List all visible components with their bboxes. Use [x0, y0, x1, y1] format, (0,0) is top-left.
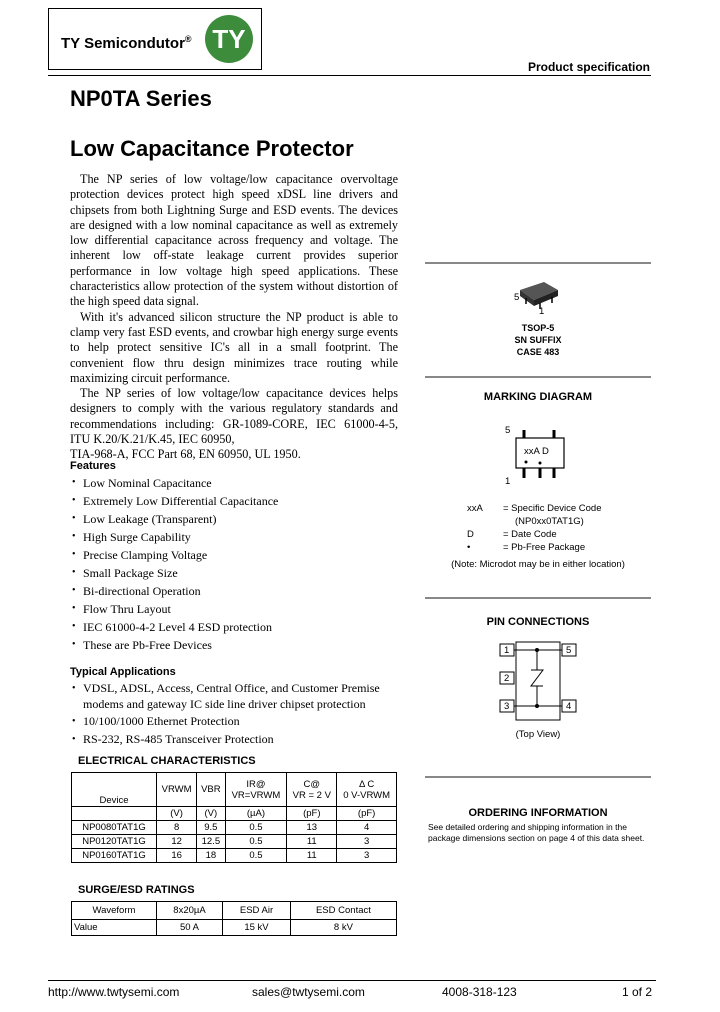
col-ir: IR@ VR=VRWM [225, 773, 287, 807]
col-device: Device [72, 773, 157, 807]
unit-vbr: (V) [197, 807, 225, 821]
list-item: • Low Nominal Capacitance [72, 474, 402, 492]
package-info: TSOP-5 SN SUFFIX CASE 483 [514, 323, 562, 357]
doc-type: Product specification [527, 60, 650, 74]
electrical-heading: ELECTRICAL CHARACTERISTICS [78, 755, 256, 767]
list-item: • RS-232, RS-485 Transceiver Protection [72, 732, 402, 748]
list-item: • Low Leakage (Transparent) [72, 510, 402, 528]
pin-3: 3 [504, 701, 510, 712]
unit-ir: (µA) [225, 807, 287, 821]
ordering-heading: ORDERING INFORMATION [468, 807, 608, 819]
marking-pin5: 5 [505, 425, 511, 436]
intro-para-4: TIA-968-A, FCC Part 68, EN 60950, UL 1950. [70, 447, 301, 462]
company-logo: TY [205, 15, 253, 63]
unit-c: (pF) [287, 807, 337, 821]
list-item: • Small Package Size [72, 564, 402, 582]
footer-divider [48, 980, 656, 981]
list-item: • Bi-directional Operation [72, 582, 402, 600]
electrical-table [71, 772, 397, 863]
package-pin5: 5 [514, 292, 520, 303]
package-pin1: 1 [539, 306, 545, 317]
footer-page: 1 of 2 [622, 985, 653, 999]
divider [425, 262, 651, 264]
list-item: • Extremely Low Differential Capacitance [72, 492, 402, 510]
col-c: C@ VR = 2 V [287, 773, 337, 807]
list-item: • 10/100/1000 Ethernet Protection [72, 714, 402, 730]
footer-url[interactable]: http://www.twtysemi.com [48, 985, 180, 999]
pin-2: 2 [504, 673, 510, 684]
intro-para-2: With it's advanced silicon structure the NP product is able to clamp very fast ESD events, and crowbar high energy surge events to help protect sensitive IC's all in a small footprint. The convenient flow thru design minimizes trace routing while maximizing circuit performance. [70, 309, 398, 385]
header-divider [48, 75, 651, 76]
marking-pin1: 1 [505, 476, 511, 487]
surge-table: Waveform 8x20µA ESD Air ESD Contact Value 50 A 15 kV 8 kV [71, 901, 397, 936]
list-item: • High Surge Capability [72, 528, 402, 546]
divider [425, 376, 651, 378]
company-logo-box [48, 8, 262, 70]
col-vrwm: VRWM [157, 773, 197, 807]
intro-para-3: The NP series of low voltage/low capacitance devices helps designers to comply with the various regulatory standards and recommendations including: GR-1089-CORE, IEC 61000-4-5, ITU K.20/K.21/K.45, IEC 60950, [70, 386, 398, 447]
divider [425, 776, 651, 778]
doc-title: Low Capacitance Protector [70, 136, 354, 161]
marking-legend: xxA = Specific Device Code (NP0xx0TAT1G) D = Date Code • = Pb-Free Package [467, 503, 602, 553]
pin-1: 1 [504, 645, 510, 656]
unit-dc: (pF) [337, 807, 397, 821]
list-item: • Precise Clamping Voltage [72, 546, 402, 564]
list-item: • VDSL, ADSL, Access, Central Office, and Customer Premise modems and gateway IC side line driver chipset protection [72, 681, 402, 712]
col-dc: Δ C 0 V-VRWM [337, 773, 397, 807]
table-row: NP0120TAT1G 12 12.5 0.5 11 3 [72, 835, 397, 849]
features-list [72, 474, 402, 654]
surge-heading: SURGE/ESD RATINGS [78, 884, 195, 896]
features-heading: Features [70, 460, 116, 472]
package-icon [512, 278, 562, 312]
list-item: • IEC 61000-4-2 Level 4 ESD protection [72, 618, 402, 636]
divider [425, 597, 651, 599]
table-row: NP0080TAT1G 8 9.5 0.5 13 4 [72, 821, 397, 835]
company-name: TY Semicondutor® [61, 34, 192, 52]
pins-heading: PIN CONNECTIONS [486, 616, 590, 628]
col-vbr: VBR [197, 773, 225, 807]
pins-caption: (Top View) [515, 729, 561, 740]
unit-vrwm: (V) [157, 807, 197, 821]
footer-phone: 4008-318-123 [442, 985, 517, 999]
pin-5: 5 [566, 645, 572, 656]
list-item: • Flow Thru Layout [72, 600, 402, 618]
marking-heading: MARKING DIAGRAM [483, 391, 593, 403]
series-title: NP0TA Series [70, 86, 212, 111]
marking-code: xxA D [524, 446, 549, 457]
list-item: • These are Pb-Free Devices [72, 636, 402, 654]
pin-4: 4 [566, 701, 572, 712]
table-row: Value 50 A 15 kV 8 kV [72, 920, 397, 936]
marking-note: (Note: Microdot may be in either location) [451, 559, 625, 570]
intro-para-1: The NP series of low voltage/low capacitance overvoltage protection devices protect high speed xDSL line drivers and chipsets from both Lightning Surge and ESD events. The devices are designed with a low nominal capacitance as well as extremely low differential capacitance across frequency and voltage. The inherent low off-state leakage current provides superior performance in low voltage high speed applications. These characteristics allow protection of the system without distortion of the high speed data signal. [70, 172, 398, 309]
applications-list [72, 681, 402, 749]
footer-email[interactable]: sales@twtysemi.com [252, 985, 365, 999]
ordering-text: See detailed ordering and shipping information in the package dimensions section on page 4 of this data sheet. [428, 822, 645, 843]
intro-text [70, 172, 398, 463]
applications-heading: Typical Applications [70, 666, 176, 678]
table-row: NP0160TAT1G 16 18 0.5 11 3 [72, 849, 397, 863]
